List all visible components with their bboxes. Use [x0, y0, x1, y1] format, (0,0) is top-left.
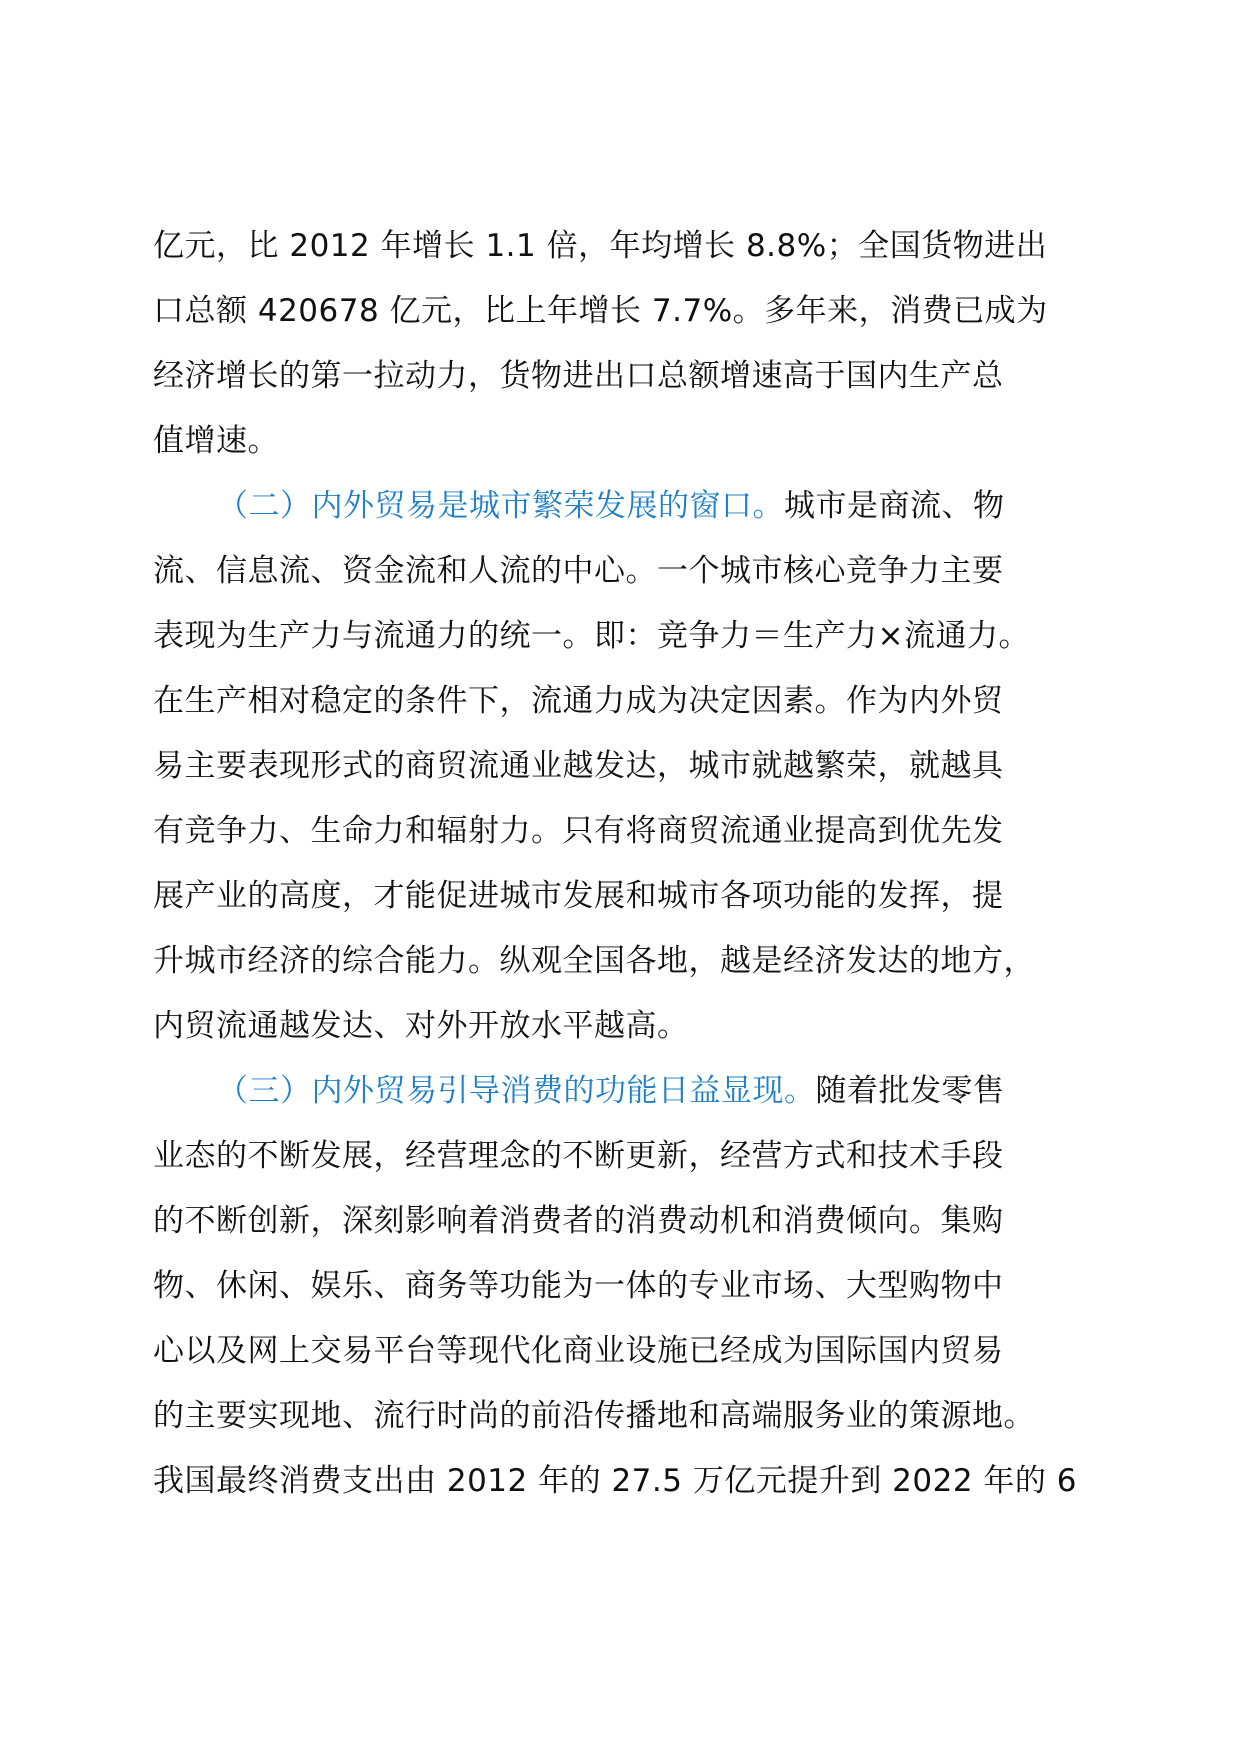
- text-line: 心以及网上交易平台等现代化商业设施已经成为国际国内贸易: [153, 1333, 1004, 1369]
- paragraph-2: [153, 474, 1093, 1059]
- text-span: 城市是商流、物: [784, 488, 1005, 524]
- text-line: 有竞争力、生命力和辐射力。只有将商贸流通业提高到优先发: [153, 813, 1004, 849]
- text-line: 升城市经济的综合能力。纵观全国各地，越是经济发达的地方，: [153, 943, 1035, 979]
- paragraph-2-first-line: [153, 474, 1093, 539]
- text-line: 我国最终消费支出由 2012 年的 27.5 万亿元提升到 2022 年的 6: [153, 1463, 1078, 1499]
- text-line: 口总额 420678 亿元，比上年增长 7.7%。多年来，消费已成为: [153, 293, 1048, 329]
- paragraph-3-first-line: [153, 1059, 1093, 1124]
- paragraph-3: [153, 1059, 1093, 1514]
- text-line: 业态的不断发展，经营理念的不断更新，经营方式和技术手段: [153, 1138, 1004, 1174]
- text-line: 展产业的高度，才能促进城市发展和城市各项功能的发挥，提: [153, 878, 1004, 914]
- text-line: 亿元，比 2012 年增长 1.1 倍，年均增长 8.8%；全国货物进出: [153, 228, 1048, 264]
- text-span: 随着批发零售: [815, 1073, 1005, 1109]
- text-line: 物、休闲、娱乐、商务等功能为一体的专业市场、大型购物中: [153, 1268, 1004, 1304]
- section-heading-2: （二）内外贸易是城市繁荣发展的窗口。: [217, 488, 784, 524]
- text-column: [153, 214, 1093, 1514]
- paragraph-1: [153, 214, 1093, 474]
- section-heading-3: （三）内外贸易引导消费的功能日益显现。: [217, 1073, 816, 1109]
- text-line: 易主要表现形式的商贸流通业越发达，城市就越繁荣，就越具: [153, 748, 1004, 784]
- text-line: 的不断创新，深刻影响着消费者的消费动机和消费倾向。集购: [153, 1203, 1004, 1239]
- text-line: 的主要实现地、流行时尚的前沿传播地和高端服务业的策源地。: [153, 1398, 1035, 1434]
- text-line: 表现为生产力与流通力的统一。即：竞争力＝生产力×流通力。: [153, 618, 1030, 654]
- text-line: 经济增长的第一拉动力，货物进出口总额增速高于国内生产总: [153, 358, 1004, 394]
- text-line: 内贸流通越发达、对外开放水平越高。: [153, 1008, 689, 1044]
- text-line: 流、信息流、资金流和人流的中心。一个城市核心竞争力主要: [153, 553, 1004, 589]
- text-line: 值增速。: [153, 423, 279, 459]
- text-line: 在生产相对稳定的条件下，流通力成为决定因素。作为内外贸: [153, 683, 1004, 719]
